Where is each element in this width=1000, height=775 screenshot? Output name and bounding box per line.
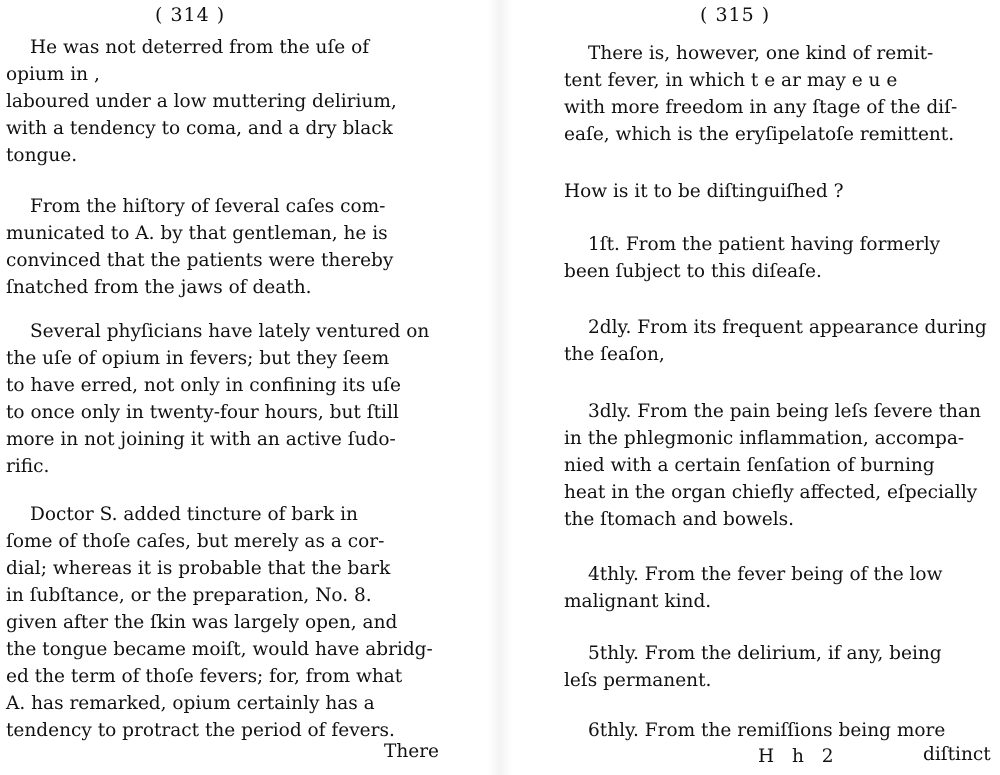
text-line: Doctor S. added tincture of bark in bbox=[30, 504, 358, 525]
text-line: the ſeaſon, bbox=[564, 344, 665, 365]
text-line: heat in the organ chiefly affected, eſpecially bbox=[564, 482, 978, 503]
text-line: There is, however, one kind of remit- bbox=[588, 43, 934, 64]
paragraph-second-point bbox=[564, 314, 990, 368]
text-line: 4thly. From the fever being of the low bbox=[588, 564, 943, 585]
catchword-right: diſtinct bbox=[923, 744, 991, 765]
signature-mark: H h 2 bbox=[758, 746, 840, 767]
text-line: ſnatched from the jaws of death. bbox=[6, 277, 312, 298]
paragraph-fifth-point bbox=[564, 640, 990, 694]
paragraph-history-cases bbox=[6, 193, 426, 301]
page-number-left: ( 314 ) bbox=[155, 4, 226, 26]
text-line: rific. bbox=[6, 456, 50, 477]
paragraph-physicians-opium bbox=[6, 318, 430, 480]
text-line: eaſe, which is the eryſipelatoſe remittent. bbox=[564, 124, 955, 145]
paragraph-opium-delirium bbox=[6, 34, 426, 169]
text-line: 3dly. From the pain being leſs ſevere than bbox=[588, 401, 981, 422]
text-line: nied with a certain ſenſation of burning bbox=[564, 455, 935, 476]
text-line: ed the term of thoſe fevers; for, from what bbox=[6, 666, 403, 687]
paragraph-sixth-point bbox=[564, 717, 990, 744]
text-line: tent fever, in which t e ar may e u e bbox=[564, 70, 898, 91]
page-number-right: ( 315 ) bbox=[700, 4, 771, 26]
text-line: Several phyſicians have lately ventured on bbox=[30, 321, 430, 342]
text-line: He was not deterred from the uſe of bbox=[30, 37, 370, 58]
text-line: to have erred, not only in confining its uſe bbox=[6, 375, 401, 396]
text-line: the tongue became moiſt, would have abridg- bbox=[6, 639, 433, 660]
paragraph-third-point bbox=[564, 398, 990, 533]
text-line: A. has remarked, opium certainly has a bbox=[6, 693, 375, 714]
paragraph-how-distinguished bbox=[564, 178, 990, 205]
text-line: in the phlegmonic inflammation, accompa- bbox=[564, 428, 965, 449]
text-line: with more freedom in any ſtage of the diſ- bbox=[564, 97, 958, 118]
text-line: 2dly. From its frequent appearance during bbox=[588, 317, 987, 338]
text-line: From the hiſtory of ſeveral caſes com- bbox=[30, 196, 386, 217]
right-page bbox=[530, 0, 1000, 775]
text-line: more in not joining it with an active ſudo- bbox=[6, 429, 396, 450]
text-line: 1ſt. From the patient having formerly bbox=[588, 234, 941, 255]
text-line: the ſtomach and bowels. bbox=[564, 509, 795, 530]
text-line: convinced that the patients were thereby bbox=[6, 250, 394, 271]
paragraph-erysipelatose-remittent bbox=[564, 40, 990, 148]
text-line: tendency to protract the period of fevers. bbox=[6, 720, 395, 741]
text-line: laboured under a low muttering delirium, bbox=[6, 91, 397, 112]
paragraph-doctor-bark bbox=[6, 501, 433, 744]
text-line: to once only in twenty-four hours, but ſtill bbox=[6, 402, 399, 423]
catchword-left: There bbox=[384, 741, 439, 762]
paragraph-fourth-point bbox=[564, 561, 990, 615]
text-line: given after the ſkin was largely open, and bbox=[6, 612, 398, 633]
text-line: the uſe of opium in fevers; but they ſeem bbox=[6, 348, 390, 369]
paragraph-first-point bbox=[564, 231, 990, 285]
text-line: opium in , bbox=[6, 64, 100, 85]
text-line: municated to A. by that gentleman, he is bbox=[6, 223, 388, 244]
text-line: in ſubſtance, or the preparation, No. 8. bbox=[6, 585, 372, 606]
text-line: ſome of thoſe caſes, but merely as a cor- bbox=[6, 531, 385, 552]
text-line: malignant kind. bbox=[564, 591, 712, 612]
book-gutter bbox=[488, 0, 512, 775]
text-line: been ſubject to this diſeaſe. bbox=[564, 261, 822, 282]
left-page bbox=[0, 0, 470, 775]
text-line: tongue. bbox=[6, 145, 78, 166]
text-line: dial; whereas it is probable that the bark bbox=[6, 558, 391, 579]
text-line: 5thly. From the delirium, if any, being bbox=[588, 643, 942, 664]
text-line: How is it to be diſtinguiſhed ? bbox=[564, 181, 844, 202]
text-line: with a tendency to coma, and a dry black bbox=[6, 118, 393, 139]
text-line: 6thly. From the remiſſions being more bbox=[588, 720, 946, 741]
text-line: leſs permanent. bbox=[564, 670, 712, 691]
